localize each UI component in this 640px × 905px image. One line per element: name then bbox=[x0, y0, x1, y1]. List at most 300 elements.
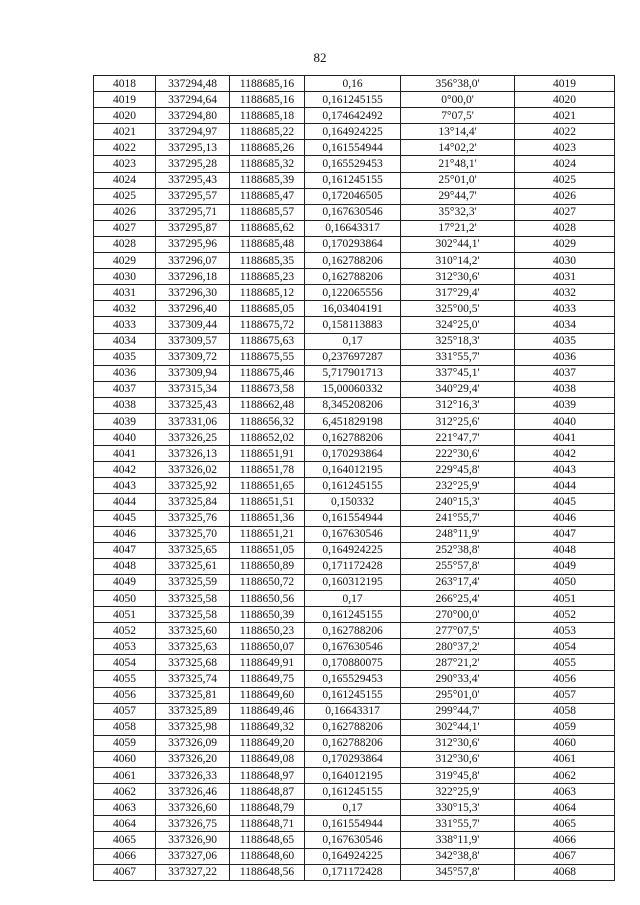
point-to-cell: 4023 bbox=[515, 140, 615, 156]
x-coordinate-cell: 337325,59 bbox=[156, 574, 230, 590]
y-coordinate-cell: 1188685,05 bbox=[230, 301, 305, 317]
x-coordinate-cell: 337296,18 bbox=[156, 269, 230, 285]
bearing-cell: 312°30,6' bbox=[401, 735, 515, 751]
y-coordinate-cell: 1188685,16 bbox=[230, 92, 305, 108]
table-row bbox=[94, 188, 615, 204]
distance-cell: 0,167630546 bbox=[305, 832, 401, 848]
y-coordinate-cell: 1188649,75 bbox=[230, 671, 305, 687]
bearing-cell: 13°14,4' bbox=[401, 124, 515, 140]
point-from-cell: 4039 bbox=[94, 413, 156, 429]
y-coordinate-cell: 1188650,89 bbox=[230, 558, 305, 574]
distance-cell: 0,170293864 bbox=[305, 751, 401, 767]
point-from-cell: 4043 bbox=[94, 478, 156, 494]
point-to-cell: 4033 bbox=[515, 301, 615, 317]
point-from-cell: 4065 bbox=[94, 832, 156, 848]
y-coordinate-cell: 1188650,07 bbox=[230, 639, 305, 655]
x-coordinate-cell: 337331,06 bbox=[156, 413, 230, 429]
x-coordinate-cell: 337327,22 bbox=[156, 864, 230, 880]
point-to-cell: 4040 bbox=[515, 413, 615, 429]
x-coordinate-cell: 337325,76 bbox=[156, 510, 230, 526]
point-to-cell: 4052 bbox=[515, 607, 615, 623]
table-row bbox=[94, 220, 615, 236]
bearing-cell: 270°00,0' bbox=[401, 607, 515, 623]
bearing-cell: 317°29,4' bbox=[401, 285, 515, 301]
y-coordinate-cell: 1188685,62 bbox=[230, 220, 305, 236]
distance-cell: 0,161245155 bbox=[305, 92, 401, 108]
point-to-cell: 4047 bbox=[515, 526, 615, 542]
bearing-cell: 331°55,7' bbox=[401, 816, 515, 832]
point-to-cell: 4022 bbox=[515, 124, 615, 140]
point-from-cell: 4051 bbox=[94, 607, 156, 623]
point-from-cell: 4019 bbox=[94, 92, 156, 108]
bearing-cell: 241°55,7' bbox=[401, 510, 515, 526]
bearing-cell: 232°25,9' bbox=[401, 478, 515, 494]
bearing-cell: 287°21,2' bbox=[401, 655, 515, 671]
point-from-cell: 4048 bbox=[94, 558, 156, 574]
distance-cell: 0,161245155 bbox=[305, 607, 401, 623]
point-from-cell: 4047 bbox=[94, 542, 156, 558]
point-from-cell: 4060 bbox=[94, 751, 156, 767]
distance-cell: 0,237697287 bbox=[305, 349, 401, 365]
table-row bbox=[94, 800, 615, 816]
bearing-cell: 266°25,4' bbox=[401, 591, 515, 607]
y-coordinate-cell: 1188648,87 bbox=[230, 784, 305, 800]
table-row bbox=[94, 269, 615, 285]
point-to-cell: 4051 bbox=[515, 591, 615, 607]
x-coordinate-cell: 337326,02 bbox=[156, 462, 230, 478]
y-coordinate-cell: 1188685,35 bbox=[230, 253, 305, 269]
table-row bbox=[94, 365, 615, 381]
x-coordinate-cell: 337326,33 bbox=[156, 768, 230, 784]
table-row bbox=[94, 478, 615, 494]
point-from-cell: 4058 bbox=[94, 719, 156, 735]
x-coordinate-cell: 337325,60 bbox=[156, 623, 230, 639]
point-to-cell: 4029 bbox=[515, 236, 615, 252]
distance-cell: 0,164924225 bbox=[305, 124, 401, 140]
point-to-cell: 4050 bbox=[515, 574, 615, 590]
x-coordinate-cell: 337309,94 bbox=[156, 365, 230, 381]
bearing-cell: 229°45,8' bbox=[401, 462, 515, 478]
point-from-cell: 4022 bbox=[94, 140, 156, 156]
y-coordinate-cell: 1188648,79 bbox=[230, 800, 305, 816]
bearing-cell: 290°33,4' bbox=[401, 671, 515, 687]
point-to-cell: 4045 bbox=[515, 494, 615, 510]
point-to-cell: 4060 bbox=[515, 735, 615, 751]
bearing-cell: 7°07,5' bbox=[401, 108, 515, 124]
point-from-cell: 4061 bbox=[94, 768, 156, 784]
distance-cell: 0,162788206 bbox=[305, 430, 401, 446]
y-coordinate-cell: 1188652,02 bbox=[230, 430, 305, 446]
point-to-cell: 4056 bbox=[515, 671, 615, 687]
point-from-cell: 4050 bbox=[94, 591, 156, 607]
point-from-cell: 4018 bbox=[94, 76, 156, 92]
x-coordinate-cell: 337309,72 bbox=[156, 349, 230, 365]
point-to-cell: 4019 bbox=[515, 76, 615, 92]
distance-cell: 0,16643317 bbox=[305, 220, 401, 236]
y-coordinate-cell: 1188648,71 bbox=[230, 816, 305, 832]
distance-cell: 0,161554944 bbox=[305, 510, 401, 526]
x-coordinate-cell: 337326,09 bbox=[156, 735, 230, 751]
x-coordinate-cell: 337325,65 bbox=[156, 542, 230, 558]
x-coordinate-cell: 337325,63 bbox=[156, 639, 230, 655]
table-row bbox=[94, 285, 615, 301]
x-coordinate-cell: 337325,74 bbox=[156, 671, 230, 687]
x-coordinate-cell: 337325,84 bbox=[156, 494, 230, 510]
y-coordinate-cell: 1188649,32 bbox=[230, 719, 305, 735]
distance-cell: 0,164924225 bbox=[305, 542, 401, 558]
bearing-cell: 221°47,7' bbox=[401, 430, 515, 446]
distance-cell: 0,165529453 bbox=[305, 156, 401, 172]
point-to-cell: 4065 bbox=[515, 816, 615, 832]
point-to-cell: 4026 bbox=[515, 188, 615, 204]
bearing-cell: 222°30,6' bbox=[401, 446, 515, 462]
table-row bbox=[94, 124, 615, 140]
bearing-cell: 248°11,9' bbox=[401, 526, 515, 542]
distance-cell: 0,161245155 bbox=[305, 172, 401, 188]
y-coordinate-cell: 1188650,56 bbox=[230, 591, 305, 607]
bearing-cell: 324°25,0' bbox=[401, 317, 515, 333]
x-coordinate-cell: 337294,97 bbox=[156, 124, 230, 140]
point-to-cell: 4064 bbox=[515, 800, 615, 816]
point-to-cell: 4055 bbox=[515, 655, 615, 671]
x-coordinate-cell: 337295,13 bbox=[156, 140, 230, 156]
x-coordinate-cell: 337295,43 bbox=[156, 172, 230, 188]
x-coordinate-cell: 337309,57 bbox=[156, 333, 230, 349]
point-from-cell: 4053 bbox=[94, 639, 156, 655]
y-coordinate-cell: 1188649,60 bbox=[230, 687, 305, 703]
table-row bbox=[94, 381, 615, 397]
y-coordinate-cell: 1188675,72 bbox=[230, 317, 305, 333]
table-row bbox=[94, 204, 615, 220]
distance-cell: 0,161554944 bbox=[305, 816, 401, 832]
x-coordinate-cell: 337327,06 bbox=[156, 848, 230, 864]
x-coordinate-cell: 337325,58 bbox=[156, 607, 230, 623]
y-coordinate-cell: 1188673,58 bbox=[230, 381, 305, 397]
bearing-cell: 302°44,1' bbox=[401, 236, 515, 252]
x-coordinate-cell: 337325,89 bbox=[156, 703, 230, 719]
point-to-cell: 4038 bbox=[515, 381, 615, 397]
point-to-cell: 4034 bbox=[515, 317, 615, 333]
x-coordinate-cell: 337325,68 bbox=[156, 655, 230, 671]
point-to-cell: 4028 bbox=[515, 220, 615, 236]
point-from-cell: 4054 bbox=[94, 655, 156, 671]
distance-cell: 0,122065556 bbox=[305, 285, 401, 301]
x-coordinate-cell: 337295,57 bbox=[156, 188, 230, 204]
distance-cell: 0,162788206 bbox=[305, 735, 401, 751]
distance-cell: 0,17 bbox=[305, 333, 401, 349]
point-from-cell: 4055 bbox=[94, 671, 156, 687]
point-to-cell: 4063 bbox=[515, 784, 615, 800]
bearing-cell: 319°45,8' bbox=[401, 768, 515, 784]
y-coordinate-cell: 1188651,78 bbox=[230, 462, 305, 478]
y-coordinate-cell: 1188648,97 bbox=[230, 768, 305, 784]
distance-cell: 0,164012195 bbox=[305, 768, 401, 784]
point-from-cell: 4036 bbox=[94, 365, 156, 381]
table-row bbox=[94, 639, 615, 655]
point-to-cell: 4058 bbox=[515, 703, 615, 719]
y-coordinate-cell: 1188648,56 bbox=[230, 864, 305, 880]
distance-cell: 15,00060332 bbox=[305, 381, 401, 397]
page-number: 82 bbox=[313, 50, 327, 65]
table-row bbox=[94, 574, 615, 590]
distance-cell: 0,162788206 bbox=[305, 253, 401, 269]
distance-cell: 0,160312195 bbox=[305, 574, 401, 590]
y-coordinate-cell: 1188651,65 bbox=[230, 478, 305, 494]
point-from-cell: 4049 bbox=[94, 574, 156, 590]
y-coordinate-cell: 1188685,57 bbox=[230, 204, 305, 220]
distance-cell: 0,170293864 bbox=[305, 446, 401, 462]
table-row bbox=[94, 156, 615, 172]
bearing-cell: 252°38,8' bbox=[401, 542, 515, 558]
point-to-cell: 4067 bbox=[515, 848, 615, 864]
x-coordinate-cell: 337295,71 bbox=[156, 204, 230, 220]
y-coordinate-cell: 1188651,21 bbox=[230, 526, 305, 542]
point-from-cell: 4037 bbox=[94, 381, 156, 397]
point-from-cell: 4066 bbox=[94, 848, 156, 864]
bearing-cell: 338°11,9' bbox=[401, 832, 515, 848]
distance-cell: 0,16643317 bbox=[305, 703, 401, 719]
table-row bbox=[94, 816, 615, 832]
x-coordinate-cell: 337325,92 bbox=[156, 478, 230, 494]
y-coordinate-cell: 1188662,48 bbox=[230, 397, 305, 413]
bearing-cell: 312°30,6' bbox=[401, 751, 515, 767]
table-row bbox=[94, 140, 615, 156]
point-to-cell: 4068 bbox=[515, 864, 615, 880]
bearing-cell: 340°29,4' bbox=[401, 381, 515, 397]
y-coordinate-cell: 1188651,36 bbox=[230, 510, 305, 526]
distance-cell: 0,150332 bbox=[305, 494, 401, 510]
y-coordinate-cell: 1188656,32 bbox=[230, 413, 305, 429]
table-row bbox=[94, 446, 615, 462]
x-coordinate-cell: 337326,20 bbox=[156, 751, 230, 767]
table-row bbox=[94, 703, 615, 719]
x-coordinate-cell: 337295,87 bbox=[156, 220, 230, 236]
bearing-cell: 17°21,2' bbox=[401, 220, 515, 236]
point-to-cell: 4046 bbox=[515, 510, 615, 526]
table-row bbox=[94, 784, 615, 800]
distance-cell: 0,170293864 bbox=[305, 236, 401, 252]
table-row bbox=[94, 462, 615, 478]
table-row bbox=[94, 671, 615, 687]
point-from-cell: 4035 bbox=[94, 349, 156, 365]
point-from-cell: 4064 bbox=[94, 816, 156, 832]
y-coordinate-cell: 1188649,20 bbox=[230, 735, 305, 751]
bearing-cell: 21°48,1' bbox=[401, 156, 515, 172]
distance-cell: 0,161245155 bbox=[305, 687, 401, 703]
y-coordinate-cell: 1188650,72 bbox=[230, 574, 305, 590]
x-coordinate-cell: 337295,96 bbox=[156, 236, 230, 252]
distance-cell: 0,161554944 bbox=[305, 140, 401, 156]
bearing-cell: 299°44,7' bbox=[401, 703, 515, 719]
point-to-cell: 4062 bbox=[515, 768, 615, 784]
bearing-cell: 240°15,3' bbox=[401, 494, 515, 510]
coordinates-table-body bbox=[94, 76, 615, 881]
point-to-cell: 4030 bbox=[515, 253, 615, 269]
point-from-cell: 4044 bbox=[94, 494, 156, 510]
table-row bbox=[94, 607, 615, 623]
bearing-cell: 310°14,2' bbox=[401, 253, 515, 269]
bearing-cell: 277°07,5' bbox=[401, 623, 515, 639]
y-coordinate-cell: 1188685,22 bbox=[230, 124, 305, 140]
distance-cell: 0,17 bbox=[305, 591, 401, 607]
point-from-cell: 4038 bbox=[94, 397, 156, 413]
bearing-cell: 14°02,2' bbox=[401, 140, 515, 156]
point-to-cell: 4048 bbox=[515, 542, 615, 558]
y-coordinate-cell: 1188649,08 bbox=[230, 751, 305, 767]
distance-cell: 0,167630546 bbox=[305, 204, 401, 220]
point-from-cell: 4033 bbox=[94, 317, 156, 333]
x-coordinate-cell: 337296,07 bbox=[156, 253, 230, 269]
x-coordinate-cell: 337295,28 bbox=[156, 156, 230, 172]
x-coordinate-cell: 337325,43 bbox=[156, 397, 230, 413]
point-to-cell: 4057 bbox=[515, 687, 615, 703]
table-row bbox=[94, 413, 615, 429]
point-from-cell: 4056 bbox=[94, 687, 156, 703]
bearing-cell: 342°38,8' bbox=[401, 848, 515, 864]
table-row bbox=[94, 76, 615, 92]
distance-cell: 0,162788206 bbox=[305, 623, 401, 639]
bearing-cell: 302°44,1' bbox=[401, 719, 515, 735]
y-coordinate-cell: 1188685,23 bbox=[230, 269, 305, 285]
distance-cell: 0,167630546 bbox=[305, 639, 401, 655]
y-coordinate-cell: 1188685,32 bbox=[230, 156, 305, 172]
table-row bbox=[94, 397, 615, 413]
distance-cell: 6,451829198 bbox=[305, 413, 401, 429]
table-row bbox=[94, 719, 615, 735]
y-coordinate-cell: 1188651,05 bbox=[230, 542, 305, 558]
y-coordinate-cell: 1188675,63 bbox=[230, 333, 305, 349]
table-row bbox=[94, 542, 615, 558]
point-from-cell: 4059 bbox=[94, 735, 156, 751]
distance-cell: 5,717901713 bbox=[305, 365, 401, 381]
point-from-cell: 4041 bbox=[94, 446, 156, 462]
point-from-cell: 4027 bbox=[94, 220, 156, 236]
point-to-cell: 4035 bbox=[515, 333, 615, 349]
y-coordinate-cell: 1188650,39 bbox=[230, 607, 305, 623]
bearing-cell: 325°18,3' bbox=[401, 333, 515, 349]
point-from-cell: 4025 bbox=[94, 188, 156, 204]
point-to-cell: 4041 bbox=[515, 430, 615, 446]
bearing-cell: 345°57,8' bbox=[401, 864, 515, 880]
point-from-cell: 4030 bbox=[94, 269, 156, 285]
point-to-cell: 4061 bbox=[515, 751, 615, 767]
point-to-cell: 4042 bbox=[515, 446, 615, 462]
table-row bbox=[94, 558, 615, 574]
y-coordinate-cell: 1188685,47 bbox=[230, 188, 305, 204]
table-row bbox=[94, 92, 615, 108]
distance-cell: 0,174642492 bbox=[305, 108, 401, 124]
x-coordinate-cell: 337294,80 bbox=[156, 108, 230, 124]
y-coordinate-cell: 1188649,46 bbox=[230, 703, 305, 719]
table-row bbox=[94, 832, 615, 848]
table-row bbox=[94, 751, 615, 767]
distance-cell: 0,162788206 bbox=[305, 269, 401, 285]
point-from-cell: 4023 bbox=[94, 156, 156, 172]
y-coordinate-cell: 1188648,60 bbox=[230, 848, 305, 864]
y-coordinate-cell: 1188675,46 bbox=[230, 365, 305, 381]
point-to-cell: 4037 bbox=[515, 365, 615, 381]
x-coordinate-cell: 337326,60 bbox=[156, 800, 230, 816]
table-row bbox=[94, 864, 615, 880]
y-coordinate-cell: 1188651,51 bbox=[230, 494, 305, 510]
distance-cell: 0,162788206 bbox=[305, 719, 401, 735]
y-coordinate-cell: 1188649,91 bbox=[230, 655, 305, 671]
point-from-cell: 4028 bbox=[94, 236, 156, 252]
point-from-cell: 4062 bbox=[94, 784, 156, 800]
x-coordinate-cell: 337325,81 bbox=[156, 687, 230, 703]
distance-cell: 0,164924225 bbox=[305, 848, 401, 864]
x-coordinate-cell: 337325,70 bbox=[156, 526, 230, 542]
x-coordinate-cell: 337325,58 bbox=[156, 591, 230, 607]
distance-cell: 8,345208206 bbox=[305, 397, 401, 413]
bearing-cell: 330°15,3' bbox=[401, 800, 515, 816]
table-row bbox=[94, 655, 615, 671]
y-coordinate-cell: 1188648,65 bbox=[230, 832, 305, 848]
bearing-cell: 325°00,5' bbox=[401, 301, 515, 317]
bearing-cell: 322°25,9' bbox=[401, 784, 515, 800]
point-from-cell: 4063 bbox=[94, 800, 156, 816]
table-row bbox=[94, 301, 615, 317]
distance-cell: 0,164012195 bbox=[305, 462, 401, 478]
distance-cell: 0,165529453 bbox=[305, 671, 401, 687]
y-coordinate-cell: 1188650,23 bbox=[230, 623, 305, 639]
bearing-cell: 331°55,7' bbox=[401, 349, 515, 365]
point-from-cell: 4052 bbox=[94, 623, 156, 639]
y-coordinate-cell: 1188685,12 bbox=[230, 285, 305, 301]
table-row bbox=[94, 494, 615, 510]
table-row bbox=[94, 591, 615, 607]
x-coordinate-cell: 337326,75 bbox=[156, 816, 230, 832]
point-to-cell: 4024 bbox=[515, 156, 615, 172]
point-to-cell: 4020 bbox=[515, 92, 615, 108]
point-from-cell: 4020 bbox=[94, 108, 156, 124]
x-coordinate-cell: 337296,40 bbox=[156, 301, 230, 317]
point-to-cell: 4043 bbox=[515, 462, 615, 478]
x-coordinate-cell: 337309,44 bbox=[156, 317, 230, 333]
bearing-cell: 312°30,6' bbox=[401, 269, 515, 285]
distance-cell: 0,17 bbox=[305, 800, 401, 816]
x-coordinate-cell: 337326,46 bbox=[156, 784, 230, 800]
distance-cell: 0,170880075 bbox=[305, 655, 401, 671]
table-row bbox=[94, 526, 615, 542]
y-coordinate-cell: 1188685,39 bbox=[230, 172, 305, 188]
bearing-cell: 295°01,0' bbox=[401, 687, 515, 703]
x-coordinate-cell: 337296,30 bbox=[156, 285, 230, 301]
distance-cell: 0,16 bbox=[305, 76, 401, 92]
table-row bbox=[94, 848, 615, 864]
table-row bbox=[94, 253, 615, 269]
point-from-cell: 4046 bbox=[94, 526, 156, 542]
y-coordinate-cell: 1188685,16 bbox=[230, 76, 305, 92]
coordinates-table bbox=[93, 75, 615, 881]
distance-cell: 0,171172428 bbox=[305, 864, 401, 880]
bearing-cell: 25°01,0' bbox=[401, 172, 515, 188]
point-to-cell: 4025 bbox=[515, 172, 615, 188]
y-coordinate-cell: 1188685,18 bbox=[230, 108, 305, 124]
bearing-cell: 312°16,3' bbox=[401, 397, 515, 413]
distance-cell: 0,158113883 bbox=[305, 317, 401, 333]
point-from-cell: 4029 bbox=[94, 253, 156, 269]
table-row bbox=[94, 108, 615, 124]
bearing-cell: 337°45,1' bbox=[401, 365, 515, 381]
bearing-cell: 29°44,7' bbox=[401, 188, 515, 204]
point-to-cell: 4036 bbox=[515, 349, 615, 365]
x-coordinate-cell: 337326,13 bbox=[156, 446, 230, 462]
point-to-cell: 4066 bbox=[515, 832, 615, 848]
x-coordinate-cell: 337325,98 bbox=[156, 719, 230, 735]
point-from-cell: 4026 bbox=[94, 204, 156, 220]
table-row bbox=[94, 172, 615, 188]
